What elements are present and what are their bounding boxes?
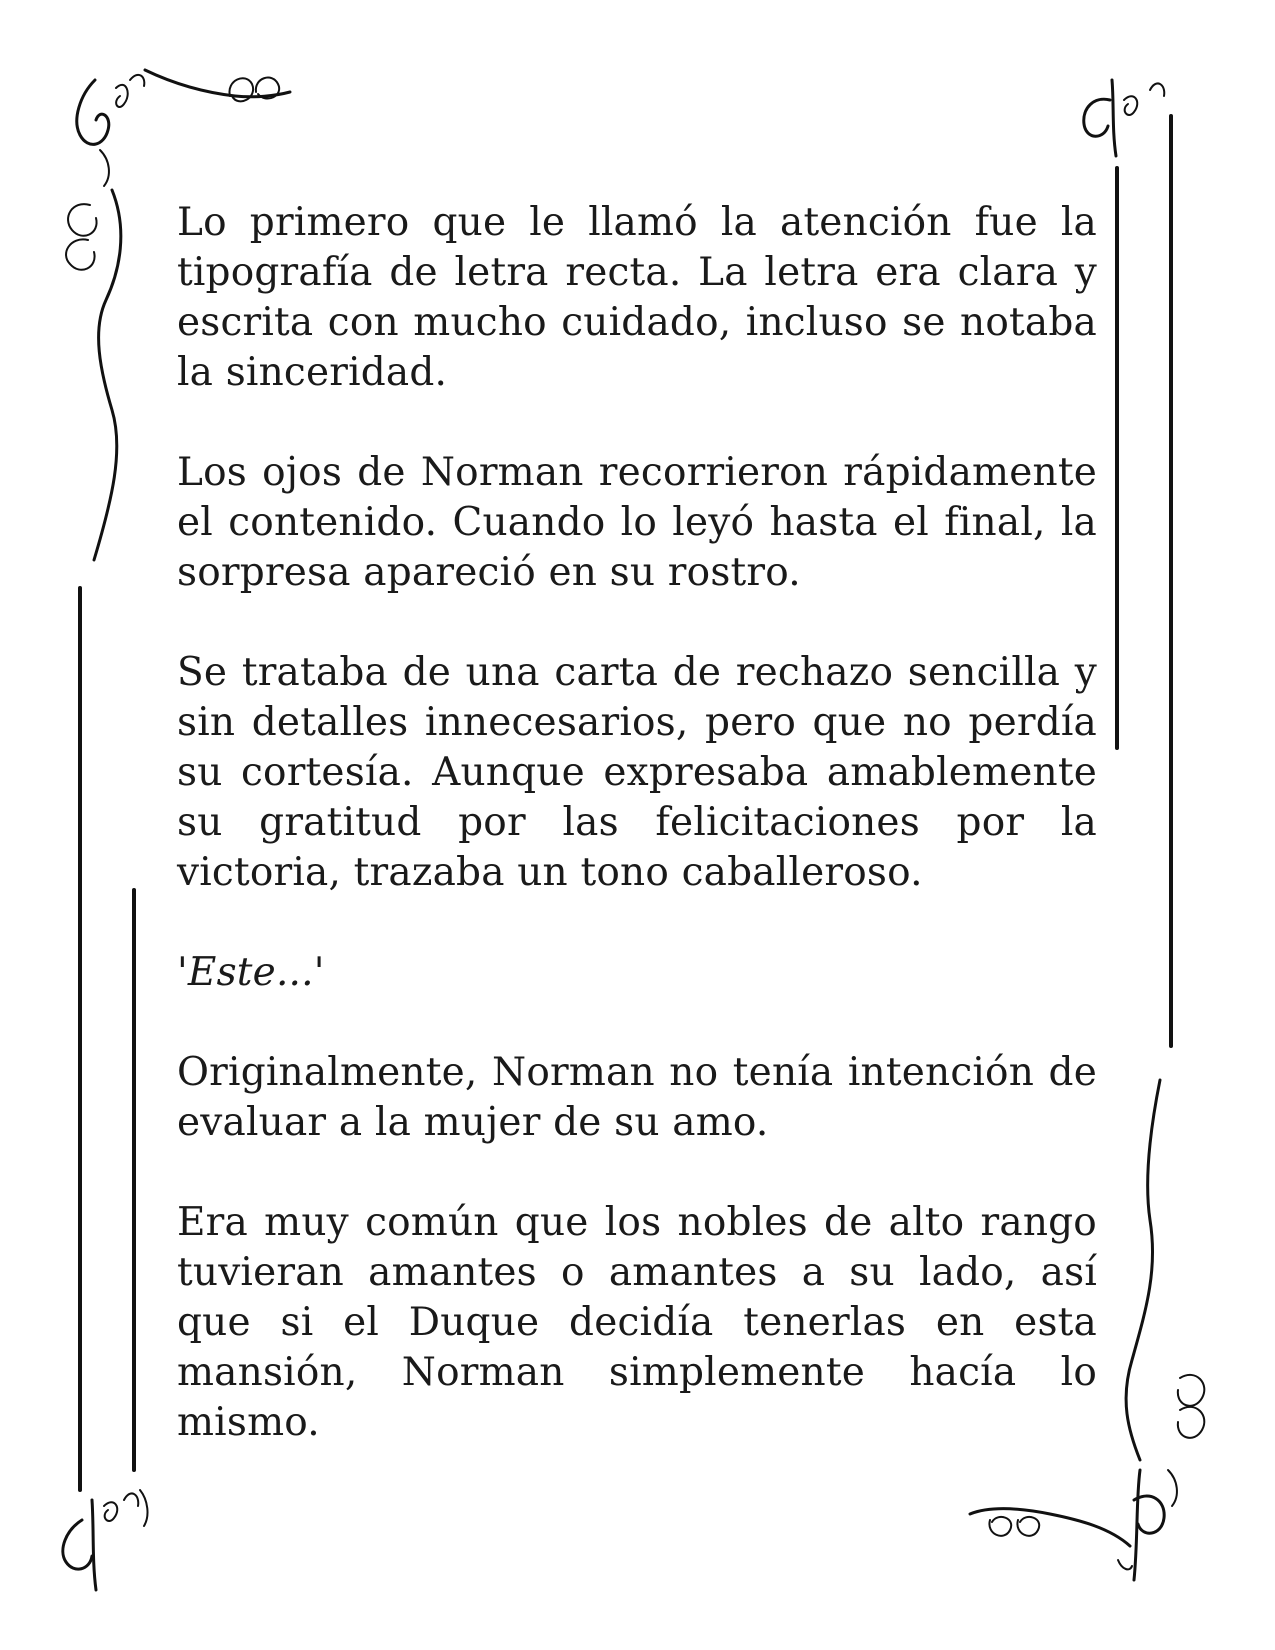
flourish-bottom-right-icon xyxy=(970,1470,1177,1580)
flourish-bottom-left-icon xyxy=(63,1490,148,1590)
right-vine-lower xyxy=(1126,1080,1160,1460)
left-vine-upper xyxy=(94,190,121,560)
flourish-right-curls-icon xyxy=(1178,1375,1204,1438)
document-body xyxy=(177,198,1097,1448)
paragraph-5: Originalmente, Norman no tenía intención de evaluar a la mujer de su amo. xyxy=(177,1050,1097,1145)
paragraph-2: Los ojos de Norman recorrieron rápidamente el contenido. Cuando lo leyó hasta el final, la sorpresa apareció en su rostro. xyxy=(177,450,1097,595)
paragraph-1: Lo primero que le llamó la atención fue la tipografía de letra recta. La letra era clara y escrita con mucho cuidado, incluso se notaba la sinceridad. xyxy=(177,200,1097,395)
paragraph-3: Se trataba de una carta de rechazo sencilla y sin detalles innecesarios, pero que no perdía su cortesía. Aunque expresaba amablemente su gratitud por las felicitaciones por la victoria, trazaba un tono caballeroso. xyxy=(177,650,1097,895)
paragraph-6: Era muy común que los nobles de alto rango tuvieran amantes o amantes a su lado, así que si el Duque decidía tenerlas en esta mansión, Norman simplemente hacía lo mismo. xyxy=(177,1200,1097,1445)
flourish-top-right-icon xyxy=(1084,80,1164,156)
paragraph-4-thought: 'Este...' xyxy=(177,950,325,995)
